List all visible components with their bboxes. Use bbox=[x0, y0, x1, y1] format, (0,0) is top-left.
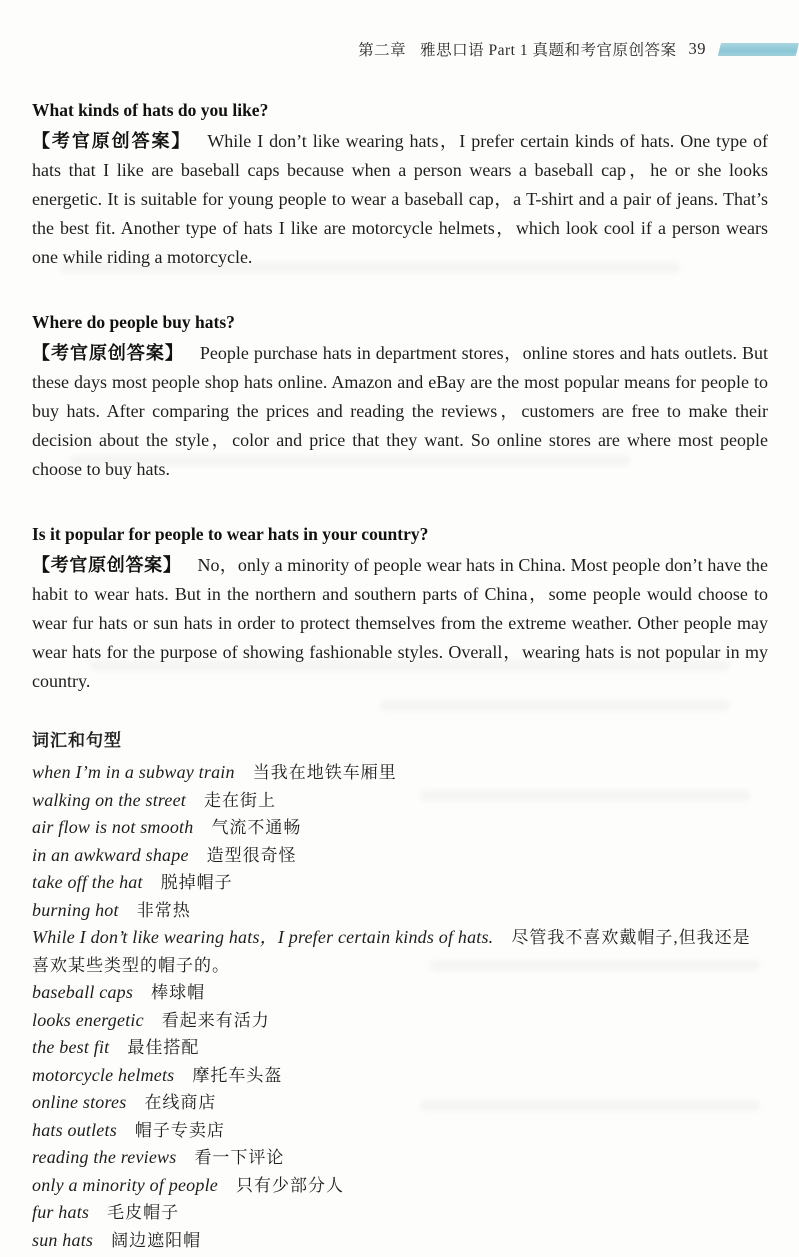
vocab-english-phrase: looks energetic bbox=[32, 1009, 144, 1030]
vocab-item bbox=[32, 924, 768, 979]
vocab-chinese-translation: 阔边遮阳帽 bbox=[111, 1230, 202, 1250]
vocab-english-phrase: online stores bbox=[32, 1092, 127, 1112]
vocab-chinese-translation: 看一下评论 bbox=[194, 1148, 285, 1167]
answer-paragraph bbox=[32, 127, 768, 272]
qa-section bbox=[32, 99, 768, 272]
vocab-item bbox=[32, 787, 768, 815]
vocab-chinese-translation: 在线商店 bbox=[144, 1093, 217, 1112]
answer-label: 【考官原创答案】 bbox=[32, 555, 182, 575]
vocab-item bbox=[32, 1007, 768, 1035]
vocab-english-phrase: motorcycle helmets bbox=[32, 1064, 175, 1085]
vocab-english-phrase: sun hats bbox=[32, 1229, 94, 1250]
vocab-chinese-translation: 只有少部分人 bbox=[235, 1175, 344, 1195]
question-text: Where do people buy hats? bbox=[32, 312, 235, 332]
vocab-english-phrase: walking on the street bbox=[32, 789, 187, 810]
chapter-label: 第二章 bbox=[358, 42, 407, 59]
vocab-item bbox=[32, 814, 768, 842]
vocab-item bbox=[32, 1034, 768, 1062]
vocab-english-phrase: when I’m in a subway train bbox=[32, 762, 235, 782]
vocab-item bbox=[32, 1062, 768, 1090]
qa-list bbox=[32, 99, 768, 696]
vocab-item bbox=[32, 897, 768, 925]
page-content bbox=[0, 99, 799, 1254]
qa-section bbox=[32, 311, 768, 484]
vocab-chinese-translation: 看起来有活力 bbox=[161, 1010, 270, 1030]
vocab-english-phrase: burning hot bbox=[32, 899, 119, 920]
answer-text: While I don’t like wearing hats，I prefer certain kinds of hats. One type of hats that I like are baseball caps because when a person wears a baseball cap，he or she looks energetic. It is suitable for young people to wear a baseball cap，a T-shirt and a pair of jeans. That’s the best fit. Another type of hats I like are motorcycle helmets，which look cool if a person wears one while riding a motorcycle. bbox=[32, 131, 768, 267]
vocab-english-phrase: baseball caps bbox=[32, 982, 134, 1002]
running-title: 雅思口语 Part 1 真题和考官原创答案 bbox=[420, 42, 677, 59]
answer-label: 【考官原创答案】 bbox=[32, 343, 184, 363]
vocab-english-phrase: in an awkward shape bbox=[32, 844, 189, 865]
vocab-chinese-translation: 棒球帽 bbox=[151, 983, 206, 1002]
vocab-english-phrase: reading the reviews bbox=[32, 1147, 177, 1167]
vocab-chinese-translation: 最佳搭配 bbox=[127, 1038, 200, 1057]
vocab-item bbox=[32, 1089, 768, 1117]
vocab-item bbox=[32, 1199, 768, 1227]
vocab-chinese-translation: 脱掉帽子 bbox=[160, 873, 233, 892]
vocab-item bbox=[32, 869, 768, 897]
vocab-chinese-translation: 造型很奇怪 bbox=[206, 845, 297, 865]
vocab-english-phrase: the best fit bbox=[32, 1037, 110, 1057]
vocab-chinese-translation: 尽管我不喜欢戴帽子,但我还是喜欢某些类型的帽子的。 bbox=[32, 928, 751, 975]
vocab-english-phrase: only a minority of people bbox=[32, 1174, 218, 1195]
vocab-item bbox=[32, 759, 768, 787]
vocab-item bbox=[32, 842, 768, 870]
vocab-chinese-translation: 气流不通畅 bbox=[211, 818, 302, 837]
question-text: Is it popular for people to wear hats in your country? bbox=[32, 524, 429, 544]
vocab-item bbox=[32, 979, 768, 1007]
answer-label: 【考官原创答案】 bbox=[32, 131, 192, 151]
vocab-english-phrase: air flow is not smooth bbox=[32, 817, 194, 837]
vocab-item bbox=[32, 1227, 768, 1255]
vocab-heading: 词汇和句型 bbox=[32, 731, 122, 750]
vocab-english-phrase: take off the hat bbox=[32, 872, 143, 892]
vocab-chinese-translation: 走在街上 bbox=[204, 790, 277, 810]
vocab-item bbox=[32, 1172, 768, 1200]
answer-paragraph bbox=[32, 339, 768, 484]
vocab-item bbox=[32, 1144, 768, 1172]
header-accent-bar bbox=[718, 43, 799, 56]
vocab-english-phrase: hats outlets bbox=[32, 1119, 117, 1140]
question-text: What kinds of hats do you like? bbox=[32, 100, 269, 120]
vocab-english-phrase: fur hats bbox=[32, 1202, 90, 1222]
qa-section bbox=[32, 523, 768, 696]
vocab-chinese-translation: 非常热 bbox=[136, 900, 191, 920]
answer-paragraph bbox=[32, 551, 768, 696]
answer-text: People purchase hats in department stores，online stores and hats outlets. But these days most people shop hats online. Amazon and eBay are the most popular means for people to buy hats. After comparing the prices and reading the reviews，customers are free to make their decision about the style，color and price that they want. So online stores are where most people choose to buy hats. bbox=[32, 343, 768, 479]
vocab-list bbox=[32, 759, 768, 1254]
vocab-chinese-translation: 当我在地铁车厢里 bbox=[252, 763, 397, 782]
vocab-chinese-translation: 帽子专卖店 bbox=[134, 1120, 225, 1140]
vocab-english-phrase: While I don’t like wearing hats，I prefer certain kinds of hats. bbox=[32, 927, 494, 947]
vocab-chinese-translation: 摩托车头盔 bbox=[192, 1065, 283, 1085]
page-header bbox=[0, 0, 799, 60]
answer-text: No，only a minority of people wear hats in China. Most people don’t have the habit to wear hats. But in the northern and southern parts of China，some people would choose to wear fur hats or sun hats in order to protect themselves from the extreme weather. Other people may wear hats for the purpose of showing fashionable styles. Overall，wearing hats is not popular in my country. bbox=[32, 555, 768, 691]
page-number: 39 bbox=[688, 39, 706, 58]
vocab-section bbox=[32, 726, 768, 1254]
vocab-item bbox=[32, 1117, 768, 1145]
vocab-chinese-translation: 毛皮帽子 bbox=[107, 1203, 180, 1222]
